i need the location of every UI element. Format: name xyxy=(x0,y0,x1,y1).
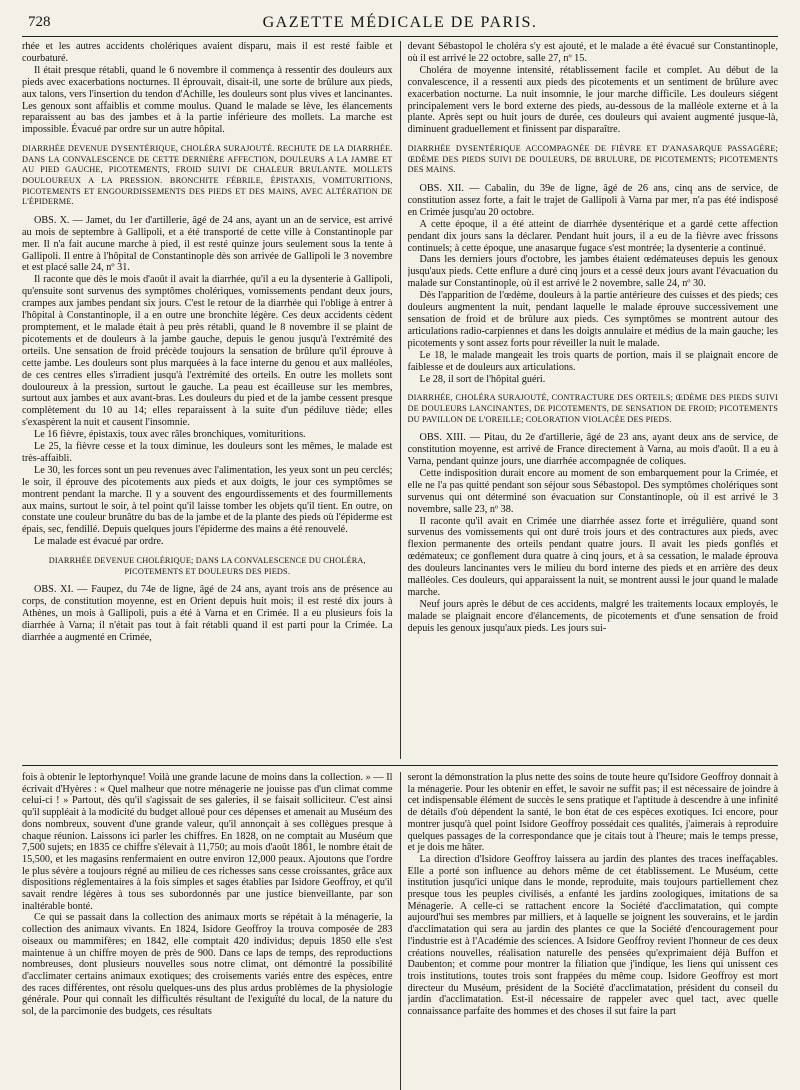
feuilleton-section xyxy=(22,772,778,1090)
paragraph: Cette indisposition durait encore au moment de son embarquement pour la Crimée, et elle ne l'a pas quitté pendant son séjour sous Sébastopol. Des symptômes cholériques sont survenus qui ont déterminé son évacuation sur Constantinople, où il est arrivé le 3 novembre, salle 23, nº 38. xyxy=(407,467,778,515)
paragraph: seront la démonstration la plus nette des soins de toute heure qu'Isidore Geoffroy donnait à la ménagerie. Pour les obtenir en effet, le savoir ne suffit pas; il est nécessaire de joindre à cet indispensable élément de succès le sens pratique et l'aptitude à descendre à une infinité de détails d'où dépendent la santé, le bon état de ces espèces exotiques. Ici encore, pour montrer jusqu'à quel point Isidore Geoffroy possédait ces qualités, j'aimerais à reproduire quelques passages de la correspondance que je citais tout à l'heure; mais le temps presse, et je dois me hâter. xyxy=(407,772,778,854)
paragraph: Ce qui se passait dans la collection des animaux morts se répétait à la ménagerie, la collection des animaux vivants. En 1824, Isidore Geoffroy la trouva composée de 283 oiseaux ou mammifères; en 1842, elle comptait 420 individus; depuis 1850 elle s'est maintenue à un chiffre moyen de près de 900. Dans ce laps de temps, des reproductions nombreuses, dont plusieurs nouvelles sous notre climat, ont démontré la possibilité d'acclimater certains animaux exotiques; des croisements variés entre des espèces, entre des races différentes, ont résolu quelques-uns des plus ardus problèmes de la physiologie générale. Pour qui connaît les difficultés résultant de l'exiguïté du local, de la nature du sol, de la parcimonie des budgets, ces résultats xyxy=(22,912,393,1018)
observation-xiii: OBS. XIII. — Pitau, du 2e d'artillerie, âgé de 23 ans, ayant deux ans de service, de constitution moyenne, est arrivé de France directement à Varna, au mois d'août. Il a eu à Varna, pendant quinze jours, une diarrhée accompagnée de coliques. xyxy=(407,432,778,468)
paragraph: Il était presque rétabli, quand le 6 novembre il commença à ressentir des douleurs aux pieds avec exacerbations nocturnes. Il éprouvait, disait-il, une sorte de brûlure aux pieds, aux talons, vers l'insertion du tendon d'Achille, les douleurs sont plus vives et lancinantes. Les genoux sont affaiblis et comme moulus. Quand le malade se lève, les élancements reparaissent au bas des jambes et à la partie inférieure des mollets. La marche est impossible. Évacué par ordre sur un autre hôpital. xyxy=(22,64,393,136)
observation-x: OBS. X. — Jamet, du 1er d'artillerie, âgé de 24 ans, ayant un an de service, est arrivé au mois de septembre à Gallipoli, et a été transporté de cette ville à Constantinople par mer. Il n'a fait aucune marche à pied, il est resté quinze jours seulement sous la tente à Gallipoli. Il entre à l'hôpital de Constantinople dès son arrivée de Gallipoli le 3 novembre et est placé salle 24, nº 31. xyxy=(22,214,393,274)
paragraph: Neuf jours après le début de ces accidents, malgré les traitements locaux employés, le malade se plaignait encore d'élancements, de picotements et d'une sensation de froid depuis les genoux jusqu'aux pieds. Les jours sui- xyxy=(407,598,778,634)
paragraph: Le 30, les forces sont un peu revenues avec l'alimentation, les yeux sont un peu cerclés; le soir, il éprouve des picotements aux pieds et aux doigts, le jour ces symptômes se montrent pendant la marche. Il y a souvent des engourdissements et des fourmillements aux mains, surtout le soir, à tel point qu'il laisse tomber les objets qu'il tient. En outre, on constate une couleur brunâtre du bas de la jambe et de la plante des pieds où l'épiderme est épais, sec, fendillé. Depuis quelques jours l'épiderme des mains a été renouvelé. xyxy=(22,464,393,536)
paragraph: La direction d'Isidore Geoffroy laissera au jardin des plantes des traces ineffaçables. Elle a porté son influence au dehors même de cet établissement. Le Muséum, cette institution jusqu'ici unique dans le monde, reproduite, mais toujours partiellement chez presque tous les peuples civilisés, a enfanté les jardins zoologiques, imitations de sa Ménagerie. A celle-ci se rattachent encore la Société d'acclimatation, qui compte aujourd'hui ses membres par milliers, et à laquelle se joignent les souverains, et le jardin d'acclimatation qui sera au jardin des plantes ce que la Société d'encouragement pour l'industrie est à l'Académie des sciences. A Isidore Geoffroy revient l'honneur de ces deux créations nouvelles, réalisation naturelle des pensées qu'exprimaient déjà Buffon et Daubenton; et comme pour montrer la filiation que j'indique, les liens qui unissent ces trois institutions, toutes trois sont frappées du même coup. Isidore Geoffroy est mort directeur du Muséum, président de la Société d'acclimatation, président du conseil du jardin d'acclimatation. Est-il nécessaire de rappeler avec quel tact, avec quelle connaissance parfaite des hommes et des choses il sut faire la part xyxy=(407,853,778,1018)
column-divider xyxy=(400,41,401,759)
column-top-left xyxy=(22,41,393,759)
case-heading: DIARRHÉE, CHOLÉRA SURAJOUTÉ, CONTRACTURE DES ORTEILS; ŒDÈME DES PIEDS SUIVI DE DOULEURS LANCINANTES, DE PICOTEMENTS, DE SENSATION DE FROID; PICOTEMENTS DU PAVILLON DE L'OREILLE; COLORATION VIOLACÉE DES PIEDS. xyxy=(407,393,778,424)
case-heading: DIARRHÉE DEVENUE DYSENTÉRIQUE, CHOLÉRA SURAJOUTÉ. RECHUTE DE LA DIARRHÉE. DANS LA CONVALESCENCE DE CETTE DERNIÈRE AFFECTION, DOULEURS A LA JAMBE ET AU PIED GAUCHE, PICOTEMENTS, FROID SUIVI DE CHALEUR BRULANTE. MOLLETS DOULOUREUX A LA PRESSION. BRONCHITE FÉBRILE, ÉPISTAXIS, VOMITURITIONS, PICOTEMENTS ET ENGOURDISSEMENTS DES PIEDS ET DES MAINS, AVEC ALTÉRATION DE L'ÉPIDERME. xyxy=(22,144,393,207)
paragraph: Le 28, il sort de l'hôpital guéri. xyxy=(419,373,546,385)
paragraph: Dans les derniers jours d'octobre, les jambes étaient œdémateuses depuis les genoux jusqu'aux pieds. Cette enflure a duré cinq jours et a cessé deux jours avant l'évacuation du malade sur Constantinople, où il est arrivé le 2 novembre, salle 24, nº 30. xyxy=(407,254,778,290)
paragraph: Il raconte que dès le mois d'août il avait la diarrhée, qu'il a eu la dysenterie à Gallipoli, qu'ensuite sont survenus des symptômes cholériques, vomissements pendant deux jours, crampes aux jambes pendant six jours. C'est le retour de la diarrhée qui l'oblige à entrer à l'hôpital à Constantinople, il a en outre une bronchite légère. Ces deux accidents cèdent promptement, et le malade était à peu près rétabli, quand le 8 novembre il se plaint de picotements et de douleurs à la jambe gauche, depuis le genou jusqu'à l'extrémité des orteils. Une sensation de froid précède toujours la sensation de brûlure qu'il éprouve à cette jambe. Les douleurs sont plus marquées à la face interne du genou et aux malléoles, de ces centres elles s'irradient jusqu'à l'extrémité des orteils. En outre les mollets sont douloureux à la pression, surtout le gauche. La peau est écailleuse sur les membres, surtout aux jambes et aux avant-bras. Les douleurs du pied et de la jambe cessent presque complètement du 10 au 14; elles reparaissent à la suite d'un pédiluve tiède; elles s'exaspèrent la nuit et causent l'insomnie. xyxy=(22,274,393,429)
paragraph: Le 16 fièvre, épistaxis, toux avec râles bronchiques, vomituritions. xyxy=(34,429,306,441)
paragraph: fois à obtenir le leptorhynque! Voilà une grande lacune de moins dans la collection. » — Il écrivait d'Hyères : « Quel malheur que notre ménagerie ne jouisse pas d'un climat comme celui-ci ! » Partout, dès qu'il s'agissait de ses galeries, il se faisait solliciteur. C'est ainsi qu'il suppléait à la modicité du budget alloué pour ces dépenses et amenait au Muséum des dons nombreux, souvent d'une grande valeur, qu'il annonçait à ses collègues presque à chaque réunion. Laissons ici parler les chiffres. En 1828, on ne comptait au Muséum que 7,500 sujets; en 1835 ce chiffre s'élevait à 11,750; au mois d'août 1861, le nombre était de 15,500, et les magasins renfermaient en outre environ 12,000 peaux. Ajoutons que l'ordre le plus sévère a toujours régné au milieu de ces richesses sans cesse croissantes, grâce aux dispositions réglementaires à la fois simples et sages établies par Isidore Geoffroy, et qu'il savait rendre légères à tous ses subordonnés par une justice bienveillante, par son inaltérable bonté. xyxy=(22,772,393,912)
case-heading: DIARRHÉE DEVENUE CHOLÉRIQUE; DANS LA CONVALESCENCE DU CHOLÉRA, PICOTEMENTS ET DOULEURS DES PIEDS. xyxy=(48,556,366,576)
column-bottom-left xyxy=(22,772,393,1090)
case-heading: DIARRHÉE DYSENTÉRIQUE ACCOMPAGNÉE DE FIÈVRE ET D'ANASARQUE PASSAGÈRE; ŒDÈME DES PIEDS SUIVI DE DOULEURS, DE BRULURE, DE PICOTEMENTS; PICOTEMENTS DES MAINS. xyxy=(407,144,778,175)
paragraph: Choléra de moyenne intensité, rétablissement facile et complet. Au début de la convalescence, il a ressenti aux pieds des picotements et un sentiment de brûlure avec exacerbation nocturne. La nuit insomnie, le jour marche difficile. Les douleurs siégent principalement vers le bord externe des pieds, au-dessous de la malléole externe et à la plante. Après sept ou huit jours de durée, ces douleurs qui avaient augmenté jusque-là, diminuent graduellement et finissent par disparaître. xyxy=(407,64,778,136)
column-bottom-right xyxy=(408,772,779,1090)
paragraph: Il raconte qu'il avait en Crimée une diarrhée assez forte et irrégulière, quand sont survenus des vomissements qui ont duré trois jours et des contractures aux pieds, avec flexion permanente des orteils pendant quatre jours. Il avait les pieds gonflés et œdémateux; ce gonflement dura quatre à cinq jours, et à sa cessation, le malade éprouva des douleurs lancinantes vers le milieu du bord interne des pieds et en arrière des deux malléoles. Ces douleurs, qui apparaissent la nuit, se montrent aussi le jour quand le malade marche. xyxy=(407,515,778,598)
page-header xyxy=(22,14,778,37)
paragraph: Le malade est évacué par ordre. xyxy=(34,536,164,548)
paragraph: rhée et les autres accidents cholériques avaient disparu, mais il est resté faible et courbaturé. xyxy=(22,41,393,64)
paragraph: Le 18, le malade mangeait les trois quarts de portion, mais il se plaignait encore de faiblesse et de douleurs aux articulations. xyxy=(407,349,778,373)
page-number: 728 xyxy=(28,14,51,30)
column-divider xyxy=(400,772,401,1090)
column-top-right xyxy=(408,41,779,759)
paragraph: Dès l'apparition de l'œdème, douleurs à la partie antérieure des cuisses et des pieds; ces douleurs augmentent la nuit, pendant laquelle le malade éprouve successivement une sensation de froid et de brûlure aux pieds. Ces symptômes se montrent autour des articulations radio-carpiennes et dans les doigts annulaire et médius de la main gauche; les picotements y sont assez forts pour réveiller la nuit le malade. xyxy=(407,290,778,349)
section-divider xyxy=(22,765,778,766)
journal-title: GAZETTE MÉDICALE DE PARIS. xyxy=(262,14,538,31)
paragraph: Le 25, la fièvre cesse et la toux diminue, les douleurs sont les mêmes, le malade est très-affaibli. xyxy=(22,441,393,464)
paragraph: devant Sébastopol le choléra s'y est ajouté, et le malade a été évacué sur Constantinople, où il est arrivé le 22 octobre, salle 27, nº 15. xyxy=(407,41,778,64)
medical-section xyxy=(22,41,778,759)
observation-xii: OBS. XII. — Cabalin, du 39e de ligne, âgé de 26 ans, cinq ans de service, de constitution assez forte, a fait le trajet de Gallipoli à Varna par mer, n'a pas été indisposé en Crimée jusqu'au 20 octobre. xyxy=(407,183,778,218)
paragraph: A cette époque, il a été atteint de diarrhée dysentérique et a gardé cette affection pendant dix jours sans la déclarer. Pendant huit jours, il a eu de la fièvre avec frissons continuels; à cette époque, une anasarque fugace s'est montrée; la dysenterie a continué. xyxy=(407,218,778,254)
observation-xi: OBS. XI. — Faupez, du 74e de ligne, âgé de 24 ans, ayant trois ans de présence au corps, de constitution moyenne, est en Orient depuis huit mois; il est resté dix jours à Athènes, un mois à Gallipoli, puis a été à Varna et en Crimée. Il a eu plusieurs fois la diarrhée à Varna; il n'était pas tout à fait rétabli quand il est parti pour la Crimée. La diarrhée a augmenté en Crimée, xyxy=(22,584,393,643)
